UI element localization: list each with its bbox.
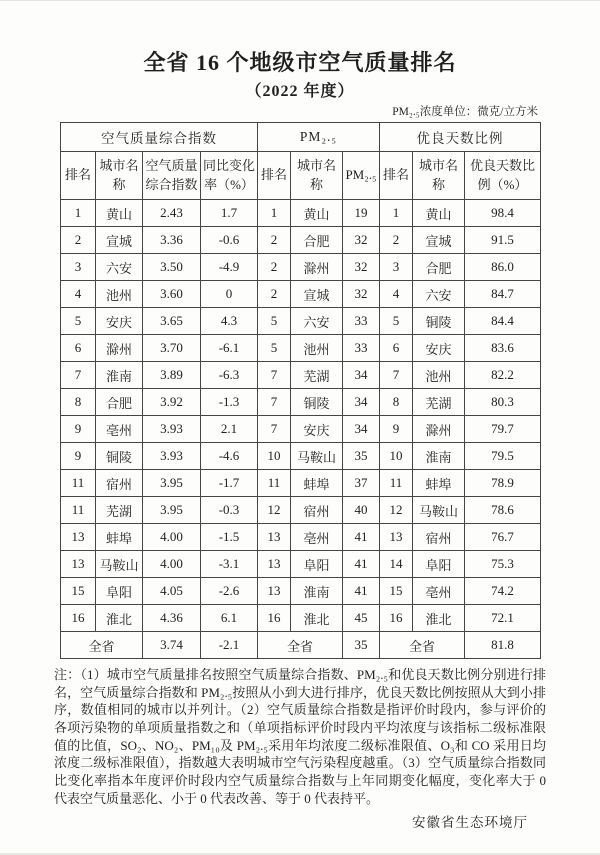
table-cell: -4.9 (201, 254, 258, 281)
table-cell: 1.7 (201, 200, 258, 227)
table-cell: 宿州 (413, 524, 465, 551)
air-quality-ranking-table (60, 122, 541, 659)
table-row (61, 227, 541, 254)
table-cell: 15 (61, 578, 96, 605)
table-cell: 黄山 (413, 200, 465, 227)
col-header-rank-2: 排名 (258, 152, 291, 200)
table-cell: 37 (343, 470, 380, 497)
table-cell: 11 (61, 497, 96, 524)
table-cell: 72.1 (465, 605, 541, 632)
table-cell: 2 (61, 227, 96, 254)
table-cell: 六安 (96, 254, 143, 281)
col-header-city-3: 城市名称 (413, 152, 465, 200)
table-cell: 马鞍山 (291, 443, 343, 470)
table-cell: 41 (343, 578, 380, 605)
table-cell: 全省 (258, 632, 343, 659)
table-cell: 3 (61, 254, 96, 281)
table-cell: 10 (380, 443, 413, 470)
table-cell: -6.1 (201, 335, 258, 362)
table-cell: 11 (380, 470, 413, 497)
table-cell: 2 (258, 254, 291, 281)
table-cell: 淮南 (413, 443, 465, 470)
table-cell: 3.93 (143, 416, 201, 443)
table-cell: 滁州 (291, 254, 343, 281)
table-cell: 7 (258, 416, 291, 443)
table-cell: 34 (343, 389, 380, 416)
table-cell: 13 (61, 524, 96, 551)
table-cell: 7 (258, 389, 291, 416)
table-cell: -1.5 (201, 524, 258, 551)
table-cell: 79.7 (465, 416, 541, 443)
table-cell: 33 (343, 335, 380, 362)
table-cell: 78.9 (465, 470, 541, 497)
table-cell: 铜陵 (413, 308, 465, 335)
table-cell: 4.00 (143, 551, 201, 578)
table-cell: 淮南 (291, 578, 343, 605)
table-cell: 3.89 (143, 362, 201, 389)
table-cell: 蚌埠 (291, 470, 343, 497)
table-cell: 蚌埠 (413, 470, 465, 497)
table-cell: 亳州 (96, 416, 143, 443)
table-wrap (60, 106, 540, 659)
table-cell: -1.7 (201, 470, 258, 497)
col-header-city-2: 城市名称 (291, 152, 343, 200)
table-row (61, 524, 541, 551)
table-body (61, 200, 541, 659)
table-cell: 10 (258, 443, 291, 470)
table-cell: -6.3 (201, 362, 258, 389)
table-cell: 35 (343, 632, 380, 659)
table-cell: 13 (258, 551, 291, 578)
table-row (61, 416, 541, 443)
table-cell: 34 (343, 362, 380, 389)
table-cell: 安庆 (413, 335, 465, 362)
table-cell: 9 (61, 443, 96, 470)
table-cell: 合肥 (413, 254, 465, 281)
table-cell: 76.7 (465, 524, 541, 551)
table-cell: 12 (380, 497, 413, 524)
table-cell: 芜湖 (291, 362, 343, 389)
table-row (61, 470, 541, 497)
table-cell: 蚌埠 (96, 524, 143, 551)
table-cell: 0 (201, 281, 258, 308)
table-cell: 亳州 (291, 524, 343, 551)
table-cell: 74.2 (465, 578, 541, 605)
table-cell: 1 (61, 200, 96, 227)
section-header-row (61, 123, 541, 152)
table-cell: 阜阳 (413, 551, 465, 578)
table-cell: 六安 (291, 308, 343, 335)
table-cell: 32 (343, 254, 380, 281)
table-cell: 池州 (413, 362, 465, 389)
table-cell: 合肥 (291, 227, 343, 254)
table-cell: 41 (343, 551, 380, 578)
table-cell: 3.65 (143, 308, 201, 335)
table-row (61, 362, 541, 389)
table-cell: -2.1 (201, 632, 258, 659)
table-cell: 3 (380, 254, 413, 281)
table-row (61, 443, 541, 470)
table-cell: 马鞍山 (413, 497, 465, 524)
col-header-rank-3: 排名 (380, 152, 413, 200)
table-cell: 8 (61, 389, 96, 416)
table-cell: 9 (380, 416, 413, 443)
table-cell: 4 (380, 281, 413, 308)
table-cell: 3.60 (143, 281, 201, 308)
table-cell: 6 (380, 335, 413, 362)
table-cell: 芜湖 (413, 389, 465, 416)
table-cell: 3.92 (143, 389, 201, 416)
table-cell: 41 (343, 524, 380, 551)
table-cell: 池州 (96, 281, 143, 308)
table-cell: 33 (343, 308, 380, 335)
table-cell: 13 (258, 524, 291, 551)
table-cell: 3.95 (143, 470, 201, 497)
table-cell: 淮北 (413, 605, 465, 632)
col-header-good-days-pct: 优良天数比例（%） (465, 152, 541, 200)
table-row (61, 200, 541, 227)
table-cell: 6 (61, 335, 96, 362)
table-cell: 9 (61, 416, 96, 443)
table-cell: 4.00 (143, 524, 201, 551)
table-cell: 合肥 (96, 389, 143, 416)
table-cell: 75.3 (465, 551, 541, 578)
table-cell: 3.93 (143, 443, 201, 470)
table-cell: 2.1 (201, 416, 258, 443)
table-cell: 32 (343, 281, 380, 308)
table-cell: 16 (380, 605, 413, 632)
table-cell: 84.7 (465, 281, 541, 308)
table-cell: 35 (343, 443, 380, 470)
section-header-pm25: PM₂.₅ (258, 123, 380, 152)
table-cell: 全省 (61, 632, 143, 659)
table-cell: 8 (380, 389, 413, 416)
table-cell: 7 (258, 362, 291, 389)
table-cell: 32 (343, 227, 380, 254)
table-cell: -1.3 (201, 389, 258, 416)
table-row (61, 281, 541, 308)
table-cell: 全省 (380, 632, 465, 659)
table-cell: 3.36 (143, 227, 201, 254)
table-cell: 13 (258, 578, 291, 605)
table-cell: 13 (61, 551, 96, 578)
col-header-yoy-change: 同比变化率（%） (201, 152, 258, 200)
table-cell: 80.3 (465, 389, 541, 416)
section-header-aqi: 空气质量综合指数 (61, 123, 258, 152)
table-cell: 淮北 (291, 605, 343, 632)
table-cell: 1 (258, 200, 291, 227)
col-header-pm25: PM₂.₅ (343, 152, 380, 200)
table-cell: 黄山 (96, 200, 143, 227)
table-cell: -4.6 (201, 443, 258, 470)
table-cell: 15 (380, 578, 413, 605)
table-cell: 池州 (291, 335, 343, 362)
table-row (61, 308, 541, 335)
column-header-row (61, 152, 541, 200)
table-cell: 宣城 (96, 227, 143, 254)
table-cell: 7 (61, 362, 96, 389)
table-cell: 79.5 (465, 443, 541, 470)
table-cell: -0.3 (201, 497, 258, 524)
table-row (61, 605, 541, 632)
table-cell: 40 (343, 497, 380, 524)
table-row (61, 497, 541, 524)
table-row (61, 335, 541, 362)
col-header-rank-1: 排名 (61, 152, 96, 200)
table-cell: 91.5 (465, 227, 541, 254)
table-cell: 5 (258, 335, 291, 362)
table-cell: 6.1 (201, 605, 258, 632)
table-cell: 16 (61, 605, 96, 632)
table-cell: 5 (380, 308, 413, 335)
table-cell: 4.36 (143, 605, 201, 632)
table-cell: 2 (258, 281, 291, 308)
table-cell: 11 (258, 470, 291, 497)
table-cell: 5 (258, 308, 291, 335)
table-cell: 3.50 (143, 254, 201, 281)
table-cell: 安庆 (96, 308, 143, 335)
table-cell: 芜湖 (96, 497, 143, 524)
table-cell: 马鞍山 (96, 551, 143, 578)
table-cell: 11 (61, 470, 96, 497)
table-row (61, 578, 541, 605)
table-cell: 34 (343, 416, 380, 443)
col-header-aqi-index: 空气质量综合指数 (143, 152, 201, 200)
table-cell: 12 (258, 497, 291, 524)
table-row (61, 254, 541, 281)
table-cell: 82.2 (465, 362, 541, 389)
table-cell: 83.6 (465, 335, 541, 362)
table-cell: 3.74 (143, 632, 201, 659)
table-cell: 4.3 (201, 308, 258, 335)
col-header-city-1: 城市名称 (96, 152, 143, 200)
table-cell: 2.43 (143, 200, 201, 227)
table-cell: 81.8 (465, 632, 541, 659)
table-cell: 19 (343, 200, 380, 227)
table-cell: -2.6 (201, 578, 258, 605)
table-cell: 3.95 (143, 497, 201, 524)
table-cell: 滁州 (96, 335, 143, 362)
table-cell: 铜陵 (96, 443, 143, 470)
table-cell: 黄山 (291, 200, 343, 227)
table-row (61, 551, 541, 578)
table-cell: 宣城 (291, 281, 343, 308)
table-cell: 淮南 (96, 362, 143, 389)
table-cell: 铜陵 (291, 389, 343, 416)
table-row (61, 389, 541, 416)
table-cell: 亳州 (413, 578, 465, 605)
table-cell: 14 (380, 551, 413, 578)
table-cell: 六安 (413, 281, 465, 308)
table-cell: 5 (61, 308, 96, 335)
table-cell: 4 (61, 281, 96, 308)
table-cell: 4.05 (143, 578, 201, 605)
table-cell: 宿州 (291, 497, 343, 524)
table-cell: 2 (258, 227, 291, 254)
table-cell: 84.4 (465, 308, 541, 335)
table-cell: 安庆 (291, 416, 343, 443)
table-cell: 淮北 (96, 605, 143, 632)
doc-title: 全省 16 个地级市空气质量排名 (143, 50, 457, 75)
pm25-unit-note: PM₂.₅浓度单位：微克/立方米 (392, 106, 538, 118)
table-cell: 3.70 (143, 335, 201, 362)
notes-text: 注：（1）城市空气质量排名按照空气质量综合指数、PM₂.₅和优良天数比例分别进行排名，空气质量综合指数和 PM₂.₅按照从小到大进行排序，优良天数比例按照从大到小排序，数值相同的城市以并列计。（2）空气质量综合指数是指评价时段内，参与评价的各项污染物的单项质量指数之和（单项指标评价时段内平均浓度与该指标二级标准限值的比值，SO₂、NO₂、PM₁₀及 PM₂.₅采用年均浓度二级标准限值、O₃和 CO 采用日均浓度二级标准限值），指数越大表明城市空气污染程度越重。（3）空气质量综合指数同比变化率指本年度评价时段内空气质量综合指数与上年同期变化幅度，变化率大于 0 代表空气质量恶化、小于 0 代表改善、等于 0 代表持平。 (54, 667, 546, 806)
table-cell: 2 (380, 227, 413, 254)
table-cell: 阜阳 (291, 551, 343, 578)
table-cell: 宿州 (96, 470, 143, 497)
table-cell: 1 (380, 200, 413, 227)
table-cell: 13 (380, 524, 413, 551)
table-cell: 阜阳 (96, 578, 143, 605)
table-cell: 78.6 (465, 497, 541, 524)
table-cell: 滁州 (413, 416, 465, 443)
table-cell: 45 (343, 605, 380, 632)
table-cell: 宣城 (413, 227, 465, 254)
table-total-row (61, 632, 541, 659)
table-cell: 16 (258, 605, 291, 632)
table-cell: -0.6 (201, 227, 258, 254)
table-cell: 98.4 (465, 200, 541, 227)
table-cell: -3.1 (201, 551, 258, 578)
scan-edge-top (0, 0, 600, 1)
doc-subtitle: （2022 年度） (245, 83, 355, 100)
table-cell: 7 (380, 362, 413, 389)
agency-signature: 安徽省生态环境厅 (412, 815, 528, 831)
table-cell: 86.0 (465, 254, 541, 281)
section-header-good-days: 优良天数比例 (380, 123, 541, 152)
